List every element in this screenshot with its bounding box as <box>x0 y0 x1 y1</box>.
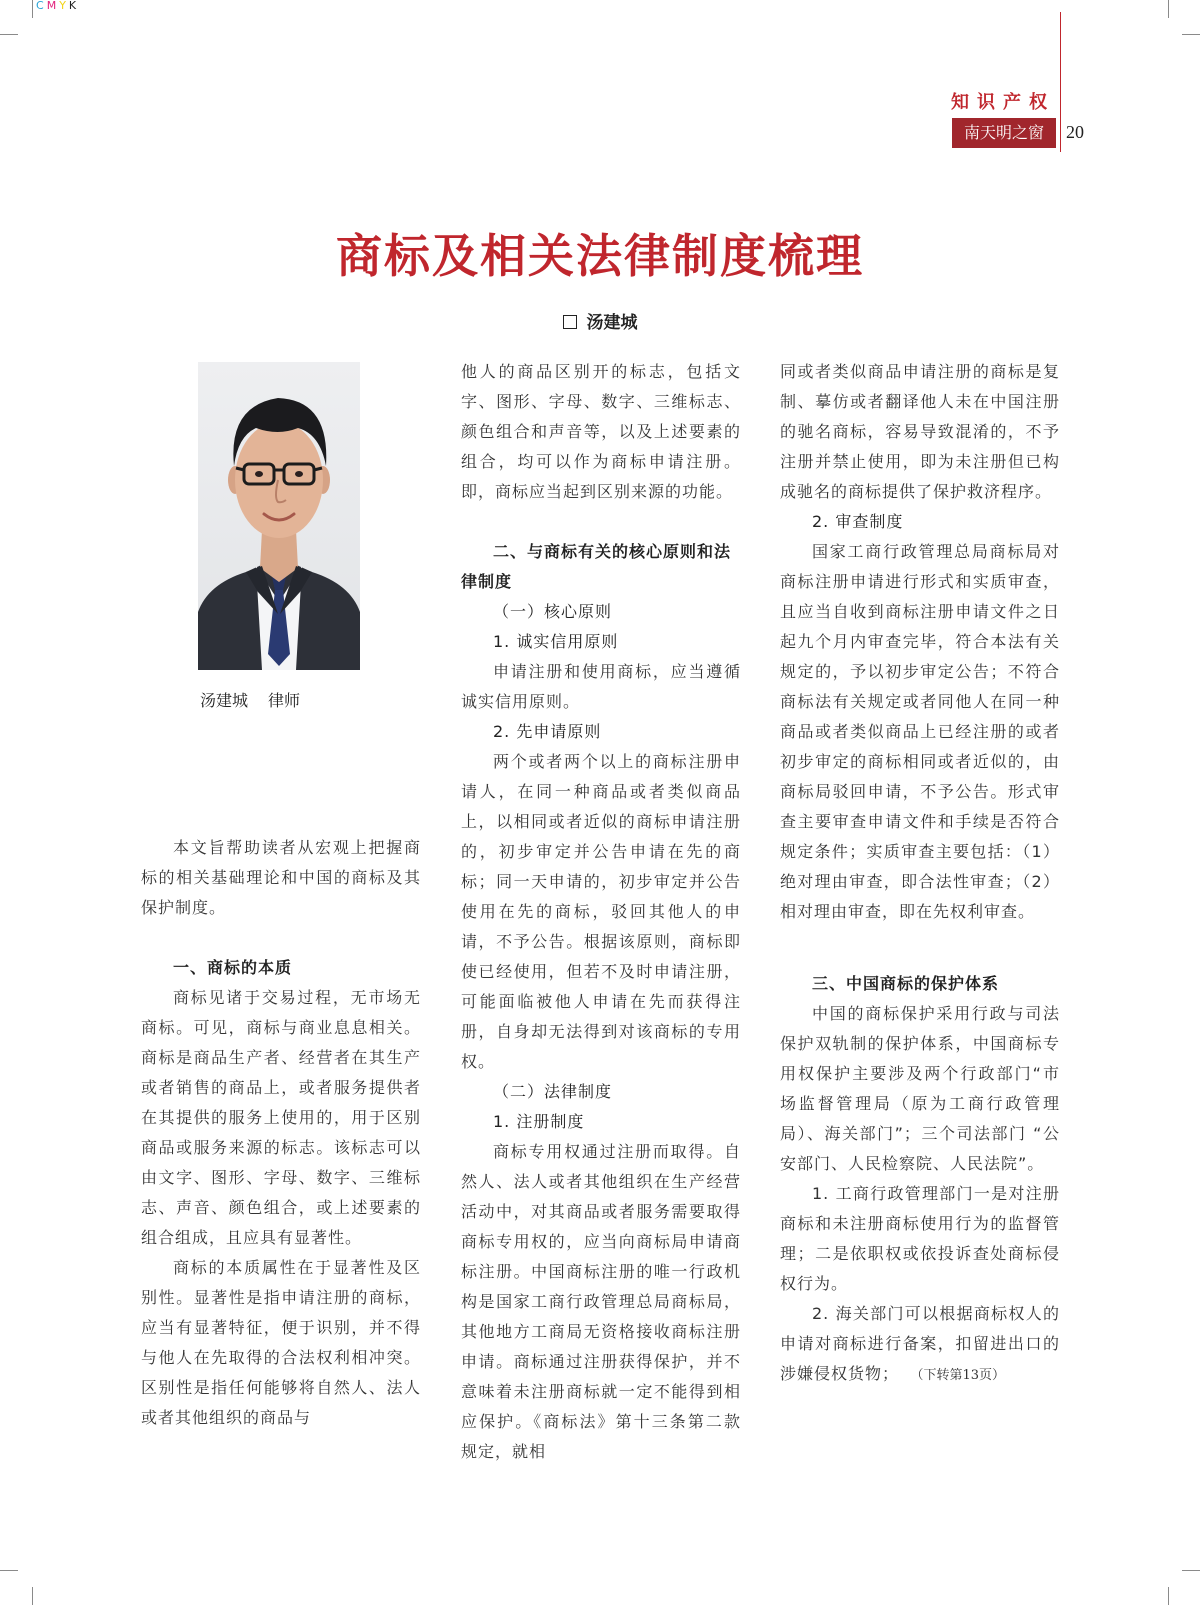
crop-mark <box>0 34 18 35</box>
crop-mark <box>0 1570 18 1571</box>
column-tag: 南天明之窗 <box>952 118 1056 148</box>
heading-3: 三、中国商标的保护体系 <box>812 974 1000 993</box>
paragraph: 商标的本质属性在于显著性及区别性。显著性是指申请注册的商标，应当有显著特征，便于识别，并不得与他人在先取得的合法权利相冲突。区别性是指任何能够将自然人、法人或者其他组织的商品与 <box>141 1258 421 1427</box>
paragraph: 两个或者两个以上的商标注册申请人，在同一种商品或者类似商品上，以相同或者近似的商标申请注册的，初步审定并公告申请在先的商标；同一天申请的，初步审定并公告使用在先的商标，驳回其他人的申请，不予公告。根据该原则，商标即使已经使用，但若不及时申请注册，可能面临被他人申请在先而获得注册，自身却无法得到对该商标的专用权。 <box>461 752 741 1071</box>
header-divider <box>1060 12 1061 152</box>
paragraph-text: 2. 海关部门可以根据商标权人的申请对商标进行备案，扣留进出口的涉嫌侵权货物； <box>780 1304 1060 1383</box>
column-3 <box>780 357 1060 1391</box>
paragraph: 1. 工商行政管理部门一是对注册商标和未注册商标使用行为的监督管理；二是依职权或依投诉查处商标侵权行为。 <box>780 1184 1060 1293</box>
crop-mark <box>1182 1570 1200 1571</box>
page-number: 20 <box>1066 122 1084 142</box>
paragraph: 商标见诸于交易过程，无市场无商标。可见，商标与商业息息相关。商标是商品生产者、经营者在其生产或者销售的商品上，或者服务提供者在其提供的服务上使用的，用于区别商品或服务来源的标志。该标志可以由文字、图形、字母、数字、三维标志、声音、颜色组合，或上述要素的组合组成，且应具有显著性。 <box>141 988 421 1247</box>
paragraph: 同或者类似商品申请注册的商标是复制、摹仿或者翻译他人未在中国注册的驰名商标，容易导致混淆的，不予注册并禁止使用，即为未注册但已构成驰名的商标提供了保护救济程序。 <box>780 362 1060 501</box>
intro-paragraph: 本文旨帮助读者从宏观上把握商标的相关基础理论和中国的商标及其保护制度。 <box>141 838 421 917</box>
column-1 <box>141 833 421 1433</box>
cmyk-c: C <box>36 0 47 12</box>
paragraph: 中国的商标保护采用行政与司法保护双轨制的保护体系，中国商标专用权保护主要涉及两个行政部门“市场监督管理局（原为工商行政管理局）、海关部门”；三个司法部门 “公安部门、人民检察院、人民法院”。 <box>780 1004 1060 1173</box>
caption-role: 律师 <box>268 691 301 710</box>
crop-mark <box>1168 1587 1169 1605</box>
crop-mark <box>1168 0 1169 18</box>
author-photo <box>198 362 360 670</box>
article-title: 商标及相关法律制度梳理 <box>336 229 864 283</box>
caption-name: 汤建城 <box>200 691 249 710</box>
heading-2: 二、与商标有关的核心原则和法律制度 <box>461 542 732 591</box>
byline <box>0 308 1200 333</box>
crop-mark <box>32 0 33 18</box>
section-title: 知识产权 <box>951 92 1055 113</box>
cmyk-k: K <box>68 0 80 12</box>
paragraph: 商标专用权通过注册而取得。自然人、法人或者其他组织在生产经营活动中，对其商品或者服务需要取得商标专用权的，应当向商标局申请商标注册。中国商标注册的唯一行政机构是国家工商行政管理总局商标局，其他地方工商局无资格接收商标注册申请。商标通过注册获得保护，并不意味着未注册商标就一定不能得到相应保护。《商标法》第十三条第二款规定，就相 <box>461 1142 741 1461</box>
continued-note: （下转第13页） <box>917 1368 1006 1383</box>
paragraph: 他人的商品区别开的标志，包括文字、图形、字母、数字、三维标志、颜色组合和声音等，以及上述要素的组合，均可以作为商标申请注册。即，商标应当起到区别来源的功能。 <box>461 362 741 501</box>
subheading: 2. 先申请原则 <box>493 722 602 741</box>
crop-mark <box>1182 34 1200 35</box>
paragraph: 申请注册和使用商标，应当遵循诚实信用原则。 <box>461 662 741 711</box>
photo-caption <box>200 688 300 711</box>
heading-1: 一、商标的本质 <box>173 958 293 977</box>
subheading: 1. 注册制度 <box>493 1112 585 1131</box>
subheading: （二）法律制度 <box>493 1082 613 1101</box>
paragraph: 国家工商行政管理总局商标局对商标注册申请进行形式和实质审查，且应当自收到商标注册申请文件之日起九个月内审查完毕，符合本法有关规定的，予以初步审定公告；不符合商标法有关规定或者同他人在同一种商品或者类似商品上已经注册的或者初步审定的商标相同或者近似的，由商标局驳回申请，不予公告。形式审查主要审查申请文件和手续是否符合规定条件；实质审查主要包括：（1）绝对理由审查，即合法性审查；（2）相对理由审查，即在先权利审查。 <box>780 542 1060 921</box>
portrait-illustration <box>198 362 360 670</box>
cmyk-y: Y <box>59 0 69 12</box>
subheading: （一）核心原则 <box>493 602 613 621</box>
subheading: 1. 诚实信用原则 <box>493 632 619 651</box>
paragraph <box>780 1299 1060 1391</box>
cmyk-color-bar <box>36 0 79 12</box>
square-icon <box>563 315 577 329</box>
subheading: 2. 审查制度 <box>812 512 904 531</box>
cmyk-m: M <box>46 0 60 12</box>
author-name: 汤建城 <box>586 313 638 333</box>
column-2 <box>461 357 741 1467</box>
crop-mark <box>32 1587 33 1605</box>
